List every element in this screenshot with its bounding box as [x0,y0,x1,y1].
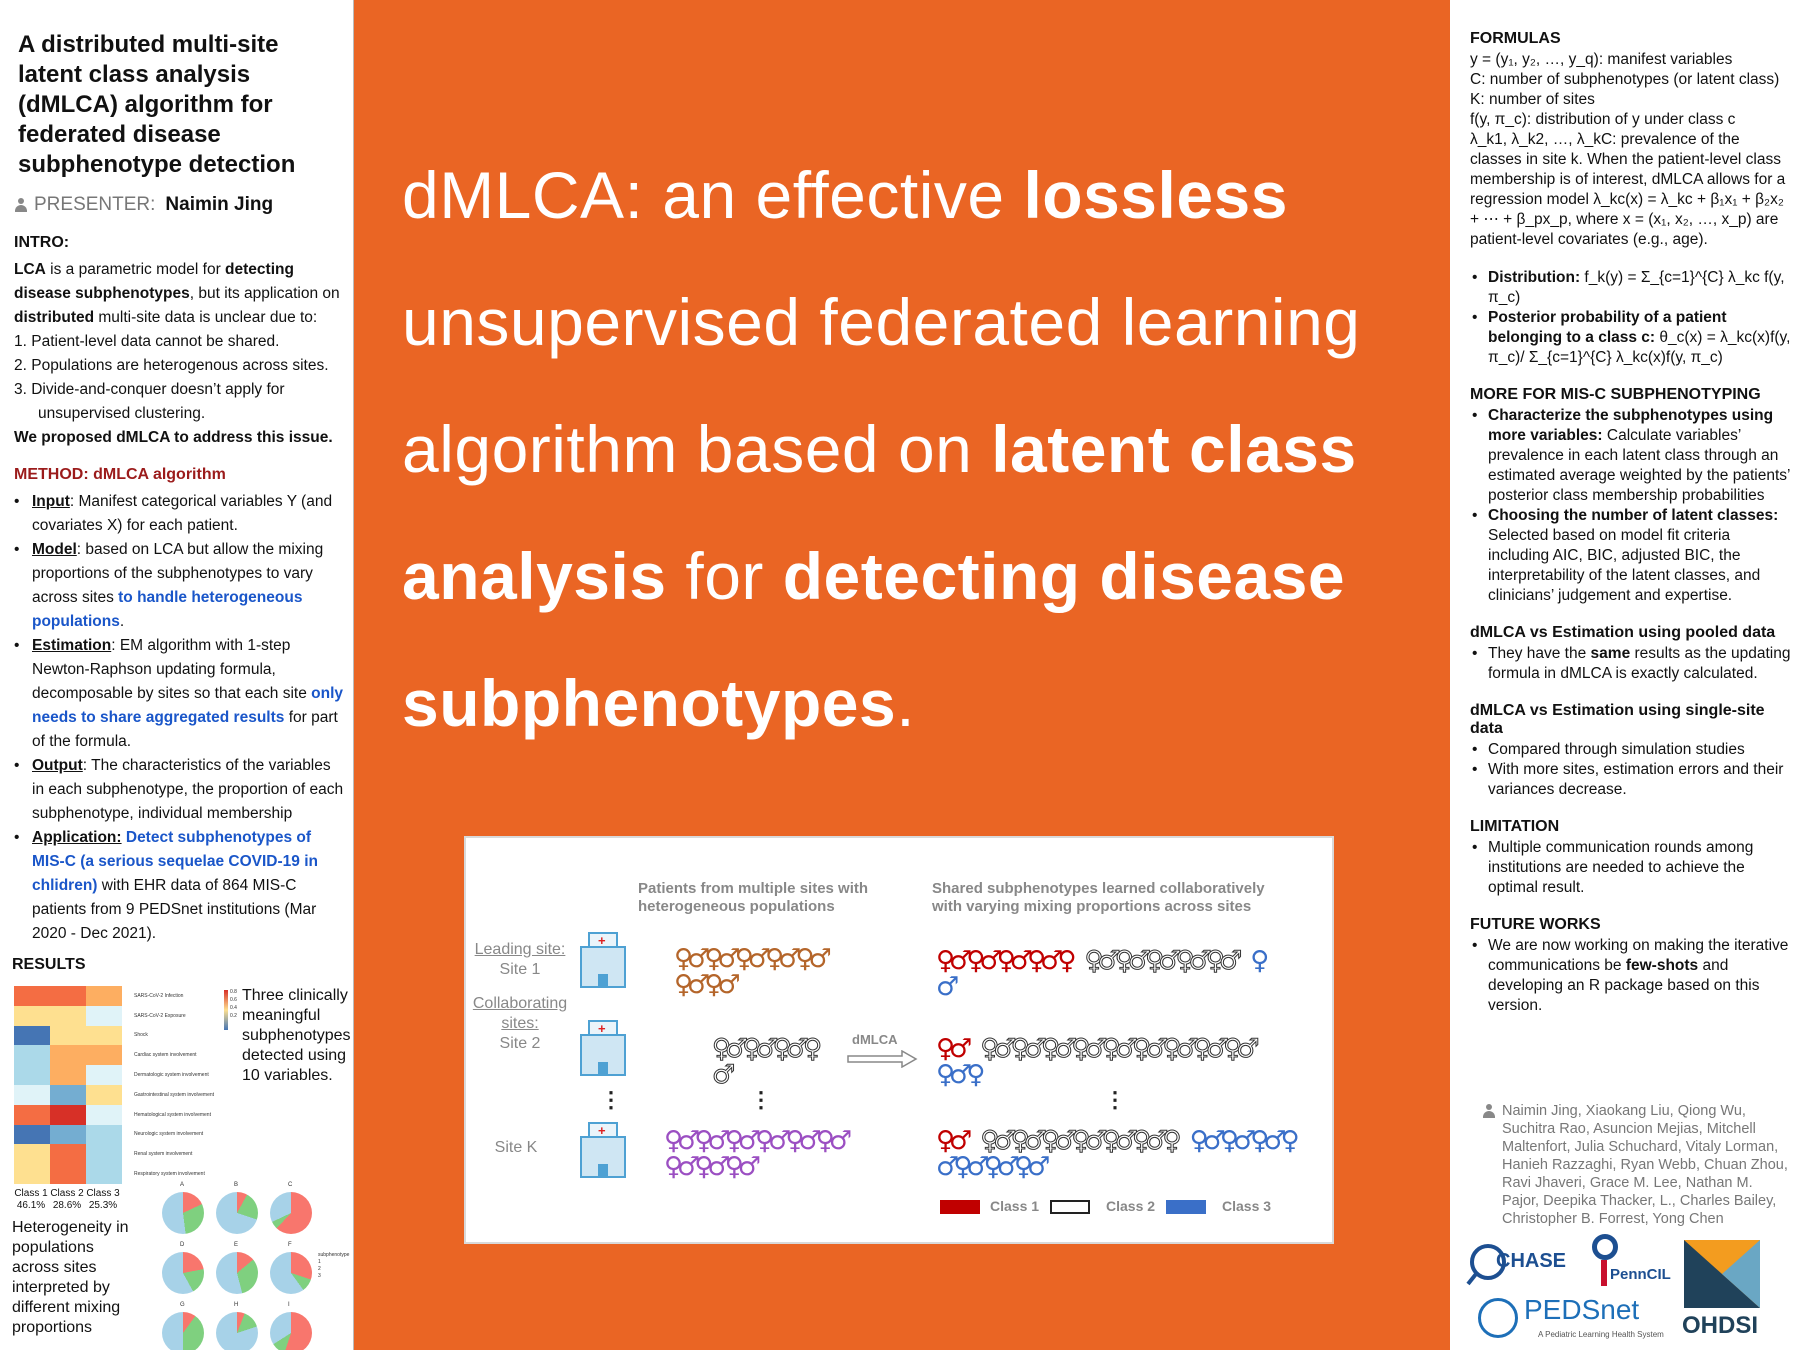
heatmap-cell [86,1144,122,1164]
heatmap-row-label: Neurologic system involvement [134,1131,204,1138]
person-icon: ♀ [1175,946,1189,976]
person-icon: ♂ [949,1126,967,1156]
future-list [1470,936,1792,1016]
heatmap-cell [14,1164,50,1184]
heatmap-cell [50,1006,86,1026]
person-icon: ♀ [755,1126,769,1156]
person-icon: ♂ [755,1034,773,1064]
hospital-icon: + [574,1120,632,1178]
person-icon: ♂ [1175,1034,1193,1064]
person-icon: ♀ [1280,1126,1294,1156]
person-icon: ♂ [677,1152,695,1182]
person-icon: ♀ [1057,946,1071,976]
scale-tick: 0.2 [230,1013,237,1019]
presenter-line [14,194,345,216]
site-pie [216,1192,258,1234]
person-icon: ♀ [1071,1126,1085,1156]
site-pie [162,1252,204,1294]
person-icon: ♂ [768,1126,786,1156]
color-scale-ticks [230,988,237,1020]
heatmap-cell [86,1105,122,1125]
person-icon: ♀ [936,946,950,976]
heatmap-cell [86,986,122,1006]
person-icon: ♂ [1084,1126,1102,1156]
list-item: • Estimation: EM algorithm with 1-step Newton-Raphson updating formula, decomposable by sites so that each site only needs to share aggregated results for part of the formula. [14,634,345,754]
legend-swatch-class-2 [1050,1200,1090,1214]
class-3-label: Class 3 25.3% [86,1188,120,1211]
person-icon: ♂ [1027,1152,1045,1182]
heatmap-cell [14,1006,50,1026]
list-item: • With more sites, estimation errors and their variances decrease. [1470,760,1792,800]
list-item: 1. Patient-level data cannot be shared. [14,333,280,350]
person-icon: ♀ [1250,1126,1264,1156]
site-1-label: Leading site: Site 1 [474,941,566,978]
color-scale [224,990,228,1030]
person-icon: ♂ [712,1060,730,1090]
person-icon: ♂ [677,1126,695,1156]
single-list [1470,740,1792,800]
person-icon: ♀ [803,1034,817,1064]
limitation-heading: LIMITATION [1470,818,1560,835]
person-icon: ♀ [966,946,980,976]
person-icon: ♀ [724,1126,738,1156]
site-1-subphenotypes [936,948,1276,1000]
class-1-label: Class 1 46.1% [14,1188,48,1211]
class-2-label: Class 2 28.6% [50,1188,84,1211]
heatmap-cell [50,1144,86,1164]
more-heading: MORE FOR MIS-C SUBPHENOTYPING [1470,386,1761,403]
arrow-label: dMLCA [852,1032,898,1047]
legend-label-class-3: Class 3 [1222,1198,1272,1214]
person-icon: ♀ [1010,1126,1024,1156]
person-icon: ♂ [936,972,954,1002]
legend-label-class-2: Class 2 [1106,1198,1156,1214]
person-icon: ♀ [1114,946,1128,976]
results-section [12,956,354,1336]
heatmap-cell [50,1045,86,1065]
formula-line: K: number of sites [1470,91,1595,108]
person-icon: ♂ [949,946,967,976]
pedsnet-logo [1478,1294,1678,1344]
person-icon: ♂ [996,1152,1015,1182]
site-pie [162,1312,204,1350]
person-icon: ♂ [725,1034,743,1064]
person-icon: ♀ [1132,1034,1146,1064]
intro-section [14,234,345,450]
intro-list [14,330,345,426]
person-icon: ♂ [737,1152,756,1182]
list-item: • We are now working on making the iterative communications be few-shots and developing an R package based on this version. [1470,936,1792,1016]
legend-swatch-class-1 [940,1200,980,1214]
person-icon: ♂ [949,1060,967,1090]
formula-line: y = (y₁, y₂, …, y_q): manifest variables [1470,51,1733,68]
site-2-subphenotypes [936,1036,1276,1088]
ellipsis-dots: ⋮ [750,1087,772,1112]
heatmap-cell [14,1125,50,1145]
pie-legend-item: 3 [318,1273,321,1279]
site-1-patients [674,946,834,998]
person-icon: ♀ [815,1126,829,1156]
center-panel [354,0,1450,1350]
ohdsi-logo [1682,1238,1772,1338]
list-item: • Posterior probability of a patient belonging to a class c: θ_c(x) = λ_kc(x)f(y, π_c)/ Σ_{c=1}^{C} λ_kc(x)f(y, π_c) [1470,308,1792,368]
pedsnet-mark [1478,1298,1518,1338]
person-icon: ♀ [712,1034,726,1064]
person-icon: ♂ [1040,946,1058,976]
person-icon: ♀ [694,1152,708,1182]
person-icon: ♂ [1127,946,1146,976]
pie-letter: E [234,1242,239,1248]
person-icon: ♀ [983,1152,997,1182]
pie-letter: H [234,1302,239,1308]
scale-tick: 0.8 [230,989,237,995]
person-icon: ♀ [1084,946,1098,976]
person-icon: ♀ [785,1126,799,1156]
heatmap-row-label: Gastrointestinal system involvement [134,1091,215,1098]
person-icon: ♂ [1114,1126,1133,1156]
formula-line: λ_k1, λ_k2, …, λ_kC: prevalence of the classes in site k. When the patient-level class membership is of interest, dMLCA allows for a regression model λ_kc(x) = λ_kc + β₁x₁ + β₂x₂ + ⋯ + β_px_p, where x = (x₁, x₂, …, x_p) are patient-level covariates (e.g., age). [1470,131,1786,248]
person-icon: ♀ [936,1034,950,1064]
heatmap-cell [14,1144,50,1164]
pie-legend [318,1252,349,1280]
person-icon: ♀ [1219,1126,1233,1156]
heatmap-cell [50,1026,86,1046]
method-section [14,466,345,946]
heatmap-cell [86,1065,122,1085]
person-icon: ♀ [1250,946,1264,976]
person-icon: ♂ [993,1126,1011,1156]
heatmap-row-label: Dermatologic system involvement [134,1072,209,1079]
list-item: 2. Populations are heterogenous across sites. [14,357,329,374]
heatmap-cell [50,1065,86,1085]
intro-heading: INTRO: [14,234,70,251]
arrow-icon [846,1050,918,1068]
person-icon: ♂ [747,944,766,974]
heatmap-cell [50,1125,86,1145]
person-icon: ♂ [1232,1126,1251,1156]
penncil-logo [1586,1232,1676,1292]
heatmap-row-label: Renal system involvement [134,1151,193,1158]
person-icon: ♀ [1205,946,1219,976]
person-icon: ♂ [1023,1126,1042,1156]
person-icon: ♂ [808,944,826,974]
formula-line: C: number of subphenotypes (or latent class) [1470,71,1780,88]
right-column [1450,0,1800,1350]
user-icon [1482,1104,1496,1118]
person-icon: ♂ [687,944,705,974]
person-icon: ♂ [1236,1034,1254,1064]
scale-tick: 0.6 [230,997,237,1003]
person-icon: ♀ [936,1060,950,1090]
heatmap [14,986,122,1184]
person-icon: ♀ [1041,1126,1055,1156]
ohdsi-logo-text: OHDSI [1682,1312,1759,1339]
diagram-col1-title: Patients from multiple sites with heterogeneous populations [638,880,869,915]
pedsnet-logo-text: PEDSnet [1524,1294,1640,1325]
person-icon: ♀ [1132,1126,1146,1156]
pedsnet-tagline: A Pediatric Learning Health System [1538,1330,1664,1339]
legend-label-class-1: Class 1 [990,1198,1040,1214]
site-2-patients [712,1036,832,1088]
heatmap-cell [14,1085,50,1105]
chase-logo [1466,1238,1576,1290]
person-icon: ♂ [1084,1034,1102,1064]
presenter-name: Naimin Jing [165,194,274,215]
list-item: • Application: Detect subphenotypes of MIS-C (a serious sequelae COVID-19 in chlidren) with EHR data of 864 MIS-C patients from 9 PEDSnet institutions (Mar 2020 - Dec 2021). [14,826,345,946]
heatmap-row-label: SARS-CoV-2 Exposure [134,1012,186,1019]
user-icon [14,198,28,212]
pooled-heading: dMLCA vs Estimation using pooled data [1470,624,1776,641]
method-list [14,490,345,946]
person-icon: ♀ [980,1126,994,1156]
person-icon: ♂ [1158,946,1176,976]
person-icon: ♀ [1027,946,1041,976]
formulas-heading: FORMULAS [1470,30,1561,47]
heatmap-cell [50,1105,86,1125]
heatmap-cell [14,1045,50,1065]
pie-letter: D [180,1242,185,1248]
heatmap-row-labels [134,986,234,1184]
person-icon: ♂ [993,1034,1011,1064]
heatmap-cell [14,1105,50,1125]
list-item: 3. Divide-and-conquer doesn’t apply for unsupervised clustering. [14,381,285,422]
person-icon: ♀ [742,1034,756,1064]
heatmap-cell [14,1026,50,1046]
method-heading: METHOD: dMLCA algorithm [14,466,226,483]
diagram-col2-title: Shared subphenotypes learned collaboratively with varying mixing proportions across sites [932,880,1265,915]
hospital-icon: + [574,930,632,988]
list-item: • Output: The characteristics of the variables in each subphenotype, the proportion of each subphenotype, individual membership [14,754,345,826]
site-pie [270,1252,312,1294]
heatmap-cell [14,986,50,1006]
person-icon: ♀ [704,970,718,1000]
pie-letter: C [288,1182,293,1188]
person-icon: ♀ [1071,1034,1085,1064]
person-icon: ♂ [1205,1034,1224,1064]
person-icon: ♂ [1023,1034,1042,1064]
results-heading: RESULTS [12,956,86,973]
scale-tick: 0.4 [230,1005,237,1011]
list-item: • Model: based on LCA but allow the mixing proportions of the subphenotypes to vary across sites to handle heterogeneous populations. [14,538,345,634]
person-icon: ♀ [1192,1034,1206,1064]
hospital-icon: + [574,1018,632,1076]
legend-swatch-class-3 [1166,1200,1206,1214]
person-icon: ♂ [979,946,997,976]
list-item: • Characterize the subphenotypes using more variables: Calculate variables’ prevalence in each latent class through an estimated average weighted by the patients’ posterior class membership probabilities [1470,406,1792,506]
pie-letter: I [288,1302,290,1308]
person-icon: ♀ [704,944,718,974]
person-icon: ♀ [1162,1034,1176,1064]
site-pie [270,1312,312,1350]
heatmap-cell [86,1125,122,1145]
person-icon: ♀ [1010,1034,1024,1064]
limitation-list [1470,838,1792,898]
future-heading: FUTURE WORKS [1470,916,1601,933]
list-item: • They have the same results as the updating formula in dMLCA is exactly calculated. [1470,644,1792,684]
person-icon: ♂ [1054,1034,1072,1064]
person-icon: ♂ [1218,946,1237,976]
site-k-label: Site K [494,1139,538,1156]
person-icon: ♂ [1145,1126,1163,1156]
intro-paragraph: LCA is a parametric model for detecting disease subphenotypes, but its application on distributed multi-site data is unclear due to: [14,261,340,326]
person-icon: ♀ [936,1126,950,1156]
person-icon: ♂ [778,944,796,974]
person-icon: ♀ [694,1126,708,1156]
list-item: • Distribution: f_k(y) = Σ_{c=1}^{C} λ_kc f(y, π_c) [1470,268,1792,308]
person-icon: ♂ [707,1152,725,1182]
heatmap-row-label: Hematological system involvement [134,1111,211,1118]
heatmap-row-label: Cardiac system involvement [134,1052,197,1059]
person-icon: ♂ [949,1034,967,1064]
poster-title: A distributed multi-site latent class analysis (dMLCA) algorithm for federated disease subphenotype detection [18,31,296,178]
person-icon: ♀ [1162,1126,1176,1156]
person-icon: ♂ [1114,1034,1133,1064]
author-list [1482,1102,1792,1228]
formula-line: f(y, π_c): distribution of y under class c [1470,111,1736,128]
heatmap-cell [50,1085,86,1105]
heatmap-cell [50,1164,86,1184]
list-item: • Multiple communication rounds among institutions are needed to achieve the optimal result. [1470,838,1792,898]
penncil-pencil [1601,1260,1607,1286]
ohdsi-logo-graphic [1682,1238,1762,1310]
ellipsis-dots: ⋮ [1104,1087,1126,1112]
person-icon: ♂ [798,1126,816,1156]
person-icon: ♀ [734,944,748,974]
person-icon: ♀ [1101,1034,1115,1064]
heatmap-row-label: Respiratory system involvement [134,1171,205,1178]
person-icon: ♂ [707,1126,725,1156]
site-2-label: Collaborating sites: Site 2 [472,995,568,1052]
results-caption-2: Heterogeneity in populations across sites interpreted by different mixing proportions [12,1219,129,1336]
heatmap-cell [50,986,86,1006]
person-icon: ♂ [1263,1126,1281,1156]
heatmap-cell [86,1085,122,1105]
heatmap-cell [86,1006,122,1026]
person-icon: ♂ [936,1152,954,1182]
list-item: • Choosing the number of latent classes: Selected based on model fit criteria including AIC, BIC, adjusted BIC, the interpretability of the latent classes, and clinicians’ judgement and expertise. [1470,506,1792,606]
dmlca-diagram [464,836,1334,1244]
person-icon: ♀ [1041,1034,1055,1064]
pooled-list [1470,644,1792,684]
intro-closing: We proposed dMLCA to address this issue. [14,429,333,446]
person-icon: ♀ [795,944,809,974]
person-icon: ♂ [687,970,705,1000]
person-icon: ♂ [1009,946,1028,976]
authors-text: Naimin Jing, Xiaokang Liu, Qiong Wu, Suchitra Rao, Asuncion Mejias, Mitchell Maltenfort, Julia Schuchard, Vitaly Lorman, Hanieh Razzaghi, Ryan Webb, Chuan Zhou, Ravi Jhaveri, Grace M. Lee, Nathan M. Pajor, Deepika Thacker, L., Charles Bailey, Christopher B. Forrest, Yong Chen [1502,1103,1788,1227]
person-icon: ♂ [717,944,735,974]
site-pie [270,1192,312,1234]
chase-logo-text: CHASE [1496,1250,1567,1272]
site-k-subphenotypes [936,1128,1296,1180]
pie-letter: A [180,1182,185,1188]
person-icon: ♂ [966,1152,984,1182]
person-icon: ♂ [737,1126,756,1156]
more-list [1470,406,1792,606]
heatmap-row-label: SARS-CoV-2 Infection [134,992,184,999]
person-icon: ♂ [717,970,735,1000]
person-icon: ♀ [664,1152,678,1182]
person-icon: ♀ [765,944,779,974]
pie-letter: F [288,1242,292,1248]
site-pie [216,1312,258,1350]
person-icon: ♀ [664,1126,678,1156]
pie-letter: G [180,1302,185,1308]
site-pie [162,1192,204,1234]
penncil-logo-text: PennCIL [1610,1266,1671,1283]
pie-letter: B [234,1182,239,1188]
person-icon: ♂ [1097,946,1115,976]
person-icon: ♀ [772,1034,786,1064]
person-icon: ♀ [724,1152,738,1182]
person-icon: ♀ [674,944,688,974]
heatmap-row-label: Shock [134,1032,148,1039]
results-caption-1: Three clinically meaningful subphenotypes detected using 10 variables. [242,987,351,1084]
heatmap-cell [86,1026,122,1046]
list-item: • Compared through simulation studies [1470,740,1792,760]
person-icon: ♀ [953,1152,967,1182]
person-icon: ♀ [674,970,688,1000]
person-icon: ♂ [1054,1126,1072,1156]
heatmap-cell [86,1164,122,1184]
main-headline: dMLCA: an effective lossless unsupervised federated learning algorithm based on latent class analysis for detecting disease subphenotypes. [402,158,1361,740]
single-heading: dMLCA vs Estimation using single-site data [1470,702,1765,737]
person-icon: ♀ [980,1034,994,1064]
person-icon: ♀ [1101,1126,1115,1156]
person-icon: ♀ [1014,1152,1028,1182]
person-icon: ♀ [1145,946,1159,976]
pie-legend-item: 1 [318,1259,321,1265]
list-item: • Input: Manifest categorical variables Y (and covariates X) for each patient. [14,490,345,538]
person-icon: ♀ [996,946,1010,976]
person-icon: ♂ [828,1126,847,1156]
person-icon: ♂ [1145,1034,1163,1064]
person-icon: ♂ [1188,946,1206,976]
pie-legend-item: subphenotype [318,1252,350,1258]
site-pie [216,1252,258,1294]
site-k-patients [664,1128,854,1180]
person-icon: ♂ [1202,1126,1220,1156]
pie-legend-item: 2 [318,1266,321,1272]
person-icon: ♂ [785,1034,804,1064]
person-icon: ♀ [1223,1034,1237,1064]
heatmap-cell [86,1045,122,1065]
person-icon: ♀ [1189,1126,1203,1156]
formula-bullets [1470,268,1792,368]
penncil-mark [1592,1234,1618,1260]
presenter-label: PRESENTER: [34,194,156,215]
ellipsis-dots: ⋮ [600,1087,622,1112]
person-icon: ♀ [966,1060,980,1090]
heatmap-cell [14,1065,50,1085]
